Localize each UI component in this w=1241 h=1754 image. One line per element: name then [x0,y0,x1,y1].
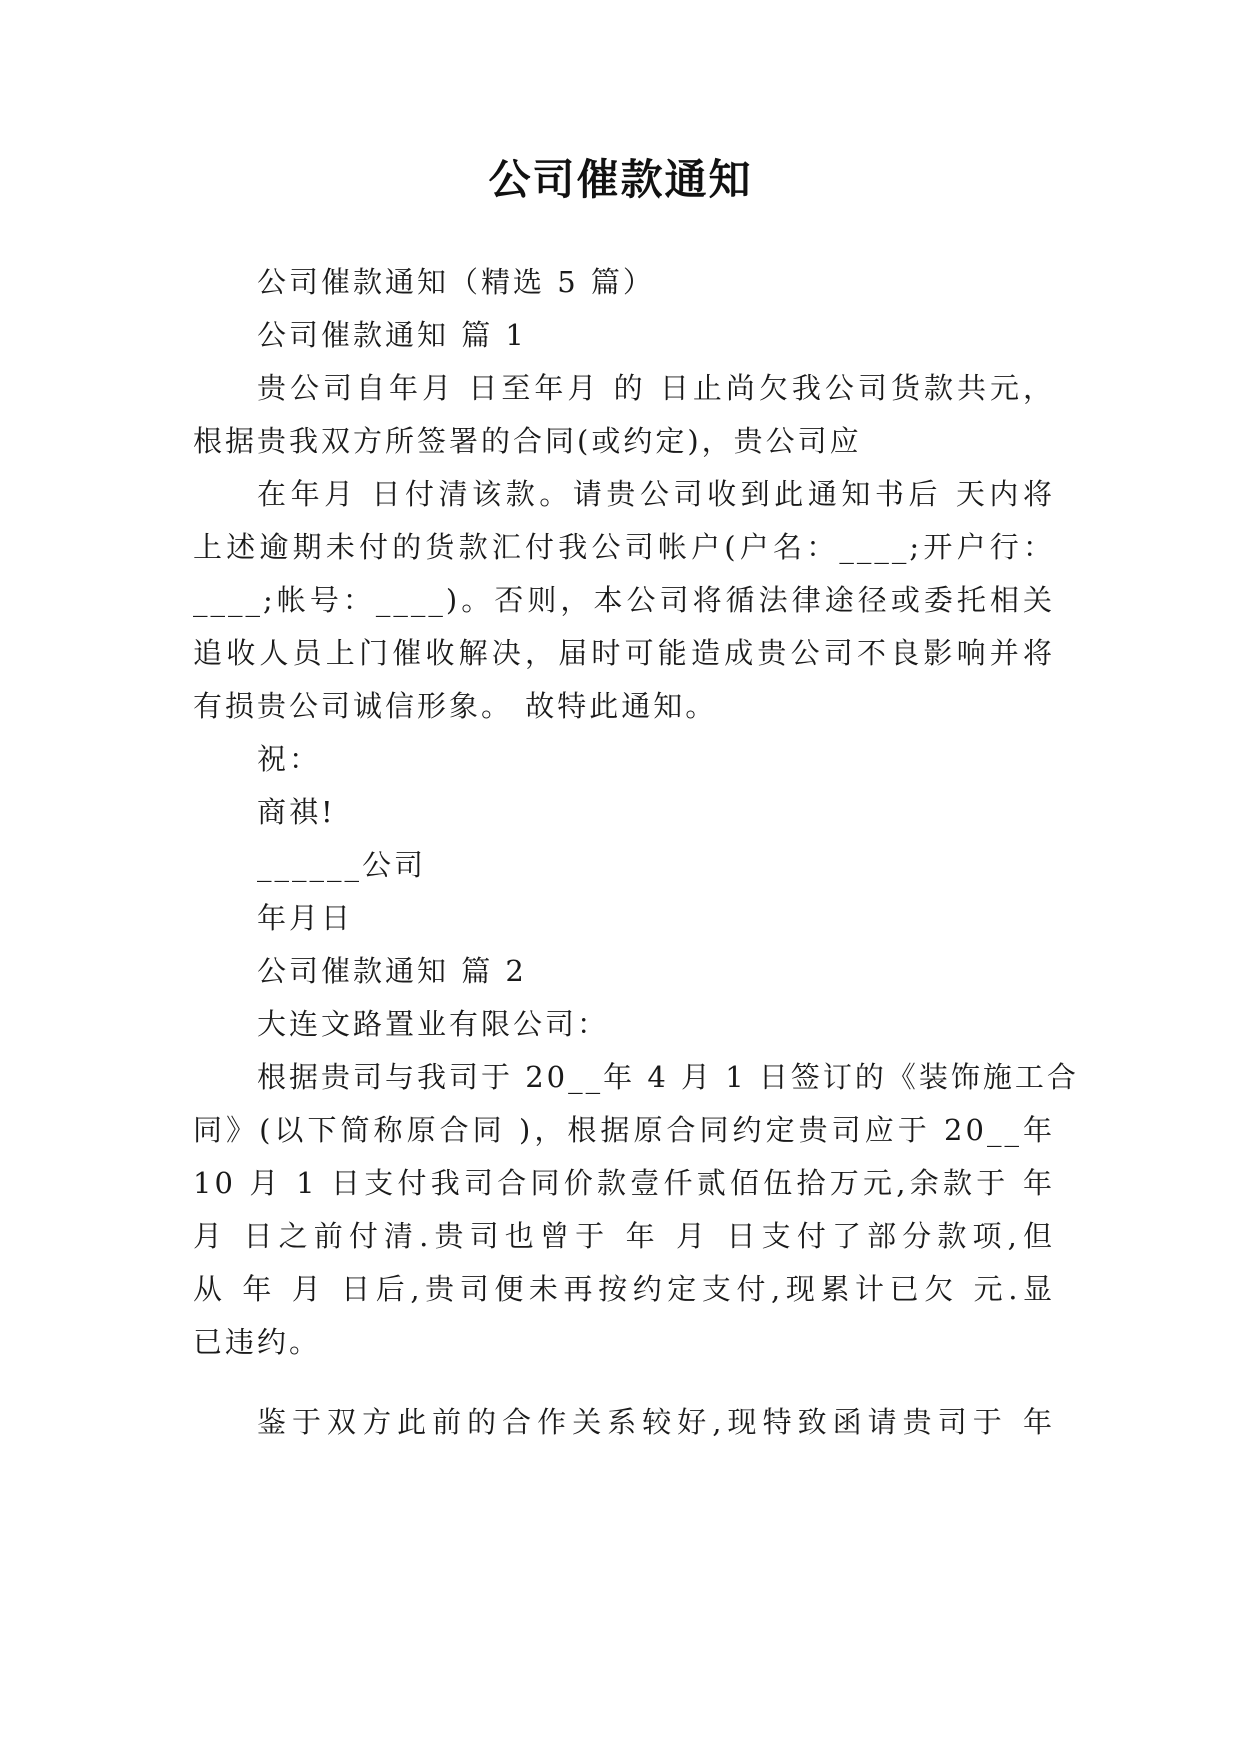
paragraph-line: 根据贵我双方所签署的合同(或约定)，贵公司应 [193,424,862,458]
signature-date-line: 年月日 [257,901,354,935]
paragraph-line: 月 日之前付清.贵司也曾于 年 月 日支付了部分款项,但 [193,1219,1055,1253]
paragraph-line: 根据贵司与我司于 20__年 4 月 1 日签订的《装饰施工合 [257,1060,1079,1094]
recipient-line: 大连文路置业有限公司： [257,1007,610,1041]
paragraph-line: 在年月 日付清该款。请贵公司收到此通知书后 天内将 [257,477,1055,511]
paragraph-line: 有损贵公司诚信形象。 故特此通知。 [193,689,718,723]
signature-company-line: ______公司 [257,848,427,882]
paragraph-line: 同》(以下简称原合同 )，根据原合同约定贵司应于 20__年 [193,1113,1055,1147]
salutation-line: 商祺! [257,795,336,829]
paragraph-line: ____;帐号：____)。否则，本公司将循法律途径或委托相关 [193,583,1055,617]
paragraph-line: 已违约。 [193,1325,322,1359]
paragraph-line: 追收人员上门催收解决，届时可能造成贵公司不良影响并将 [193,636,1055,670]
paragraph-line: 上述逾期未付的货款汇付我公司帐户(户名：____;开户行： [193,530,1055,564]
paragraph-line: 贵公司自年月 日至年月 的 日止尚欠我公司货款共元， [257,371,1055,405]
section-heading-2: 公司催款通知 篇 2 [257,954,527,988]
section-heading-1: 公司催款通知 篇 1 [257,318,527,352]
paragraph-line: 从 年 月 日后,贵司便未再按约定支付,现累计已欠 元.显 [193,1272,1055,1306]
paragraph-line: 10 月 1 日支付我司合同价款壹仟贰佰伍拾万元,余款于 年 [193,1166,1055,1200]
paragraph-line: 鉴于双方此前的合作关系较好,现特致函请贵司于 年 [257,1405,1055,1439]
subtitle-line: 公司催款通知（精选 5 篇） [257,265,655,299]
salutation-line: 祝： [257,742,322,776]
document-title: 公司催款通知 [488,155,753,204]
